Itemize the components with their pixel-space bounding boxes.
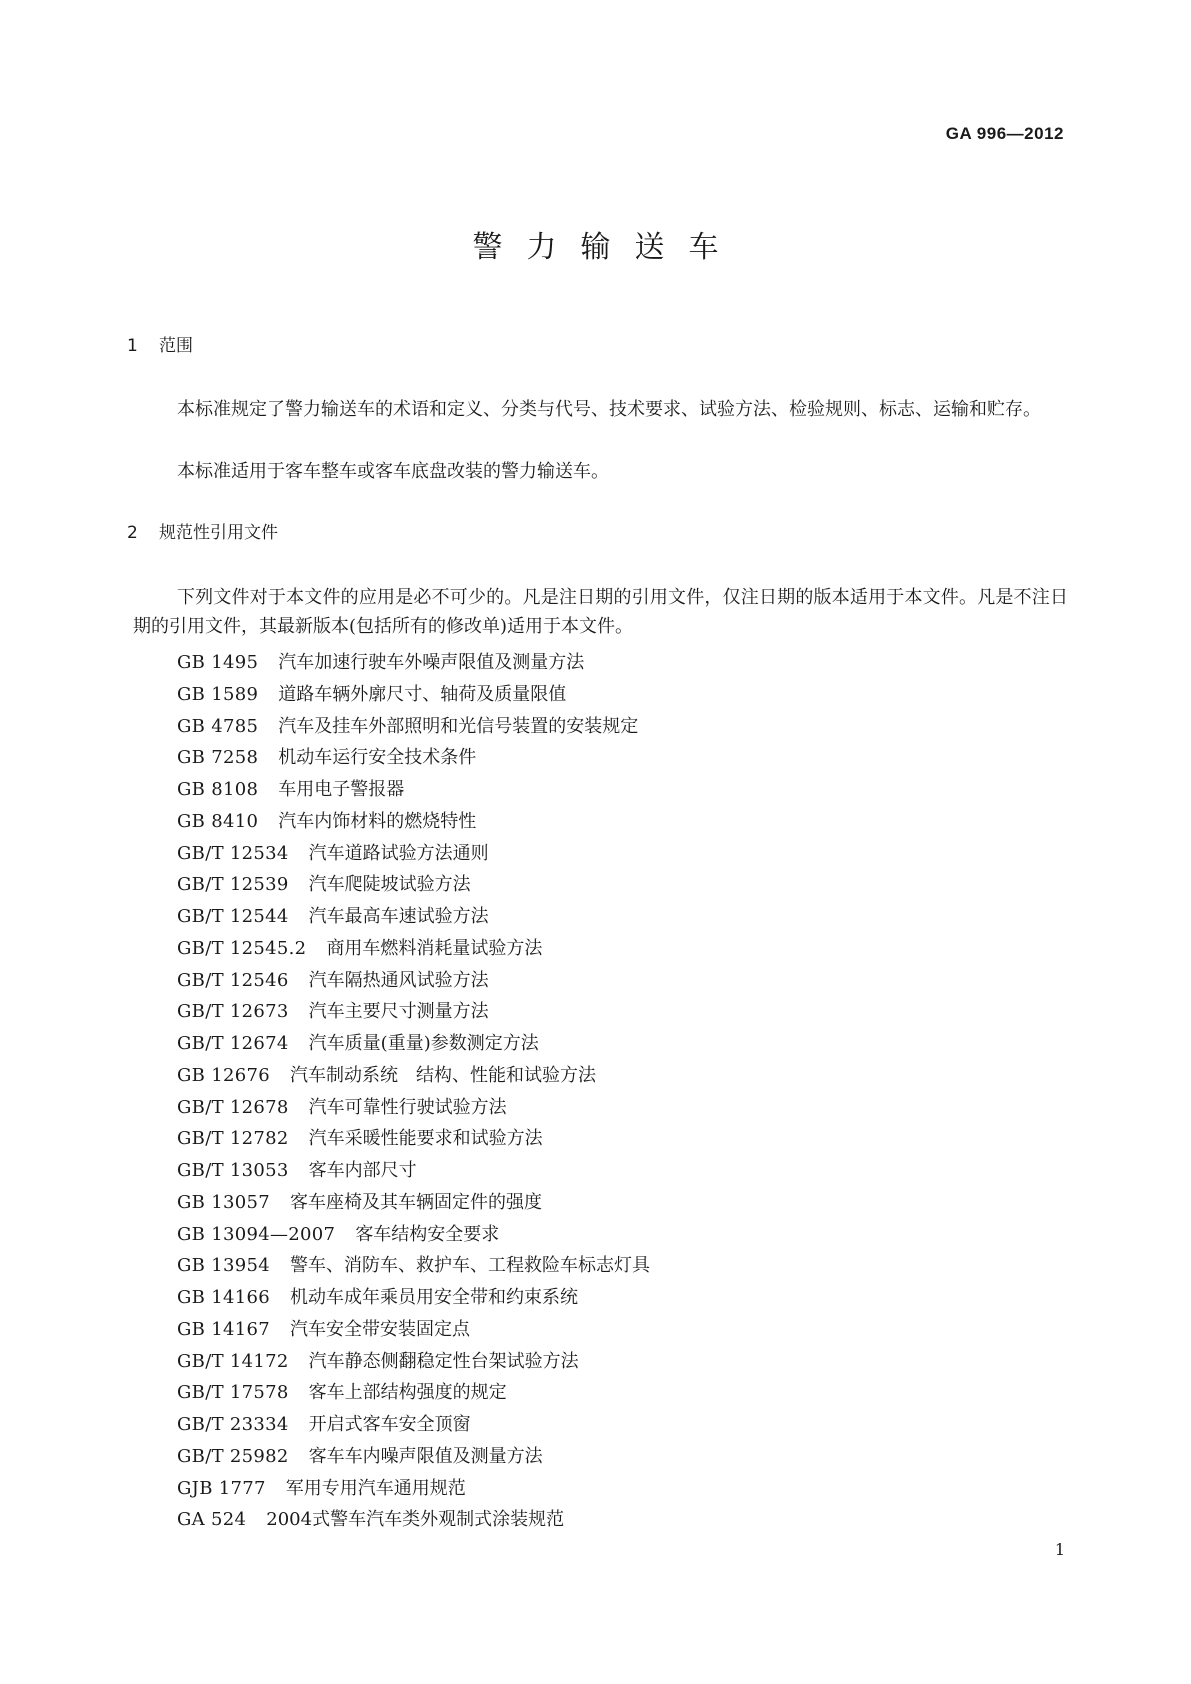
reference-code: GB 14166 <box>177 1287 270 1308</box>
reference-item <box>177 1155 650 1187</box>
reference-title: 汽车隔热通风试验方法 <box>308 969 489 991</box>
reference-code: GB/T 25982 <box>177 1445 289 1467</box>
reference-code: GB 13057 <box>177 1191 270 1213</box>
reference-item <box>177 1250 650 1282</box>
reference-title: 客车结构安全要求 <box>355 1223 500 1245</box>
reference-title: 汽车静态侧翻稳定性台架试验方法 <box>308 1350 579 1372</box>
reference-code: GB/T 12673 <box>177 1001 289 1023</box>
section-number: 1 <box>127 336 138 356</box>
reference-code: GB 1495 <box>177 652 259 673</box>
reference-code: GB/T 12674 <box>177 1033 289 1054</box>
section-heading-normative-references <box>127 521 278 545</box>
standard-code: GA 996—2012 <box>945 124 1064 143</box>
reference-item <box>177 1473 650 1505</box>
reference-item <box>177 996 650 1028</box>
reference-title: 汽车最高车速试验方法 <box>308 906 489 927</box>
reference-code: GB 13094—2007 <box>177 1223 336 1245</box>
reference-item <box>177 1346 650 1378</box>
reference-code: GJB 1777 <box>177 1477 266 1499</box>
section-title: 规范性引用文件 <box>159 523 278 543</box>
references-intro-paragraph: 下列文件对于本文件的应用是必不可少的。凡是注日期的引用文件，仅注日期的版本适用于本文件。凡是不注日期的引用文件，其最新版本(包括所有的修改单)适用于本文件。 <box>133 587 1068 637</box>
reference-title: 客车内部尺寸 <box>308 1160 417 1181</box>
reference-title: 汽车及挂车外部照明和光信号装置的安装规定 <box>278 715 639 737</box>
page-number: 1 <box>1054 1540 1065 1559</box>
reference-code: GB 14167 <box>177 1318 270 1340</box>
reference-title: 开启式客车安全顶窗 <box>308 1414 471 1435</box>
reference-item <box>177 1282 650 1314</box>
reference-code: GB/T 12546 <box>177 969 289 991</box>
reference-item <box>177 869 650 901</box>
reference-item <box>177 1441 650 1473</box>
document-title: 警力输送车 <box>472 230 743 265</box>
reference-item <box>177 1187 650 1219</box>
reference-code: GB 8410 <box>177 810 259 832</box>
reference-title: 汽车内饰材料的燃烧特性 <box>278 810 477 832</box>
reference-code: GB/T 13053 <box>177 1160 289 1181</box>
reference-code: GB 1589 <box>177 683 259 705</box>
reference-title: 机动车成年乘员用安全带和约束系统 <box>290 1287 578 1308</box>
reference-title: 汽车主要尺寸测量方法 <box>308 1001 489 1023</box>
reference-item <box>177 933 650 965</box>
section-number: 2 <box>127 523 138 543</box>
reference-code: GB/T 17578 <box>177 1382 289 1404</box>
reference-item <box>177 1092 650 1124</box>
section-heading-scope <box>127 334 193 358</box>
reference-item <box>177 901 650 933</box>
reference-code: GB 4785 <box>177 715 259 737</box>
reference-item <box>177 1409 650 1441</box>
reference-code: GB/T 14172 <box>177 1350 289 1372</box>
reference-title: 客车车内噪声限值及测量方法 <box>308 1445 543 1467</box>
reference-item <box>177 1504 650 1536</box>
reference-code: GB/T 12678 <box>177 1096 289 1118</box>
reference-item <box>177 647 650 679</box>
scope-paragraph: 本标准适用于客车整车或客车底盘改装的警力输送车。 <box>177 461 609 482</box>
reference-item <box>177 1123 650 1155</box>
section-title: 范围 <box>159 336 193 356</box>
reference-title: 客车座椅及其车辆固定件的强度 <box>290 1191 542 1213</box>
reference-title: 商用车燃料消耗量试验方法 <box>326 937 543 959</box>
reference-item <box>177 711 650 743</box>
reference-list <box>177 647 650 1536</box>
reference-item <box>177 838 650 870</box>
reference-item <box>177 679 650 711</box>
reference-title: 道路车辆外廓尺寸、轴荷及质量限值 <box>278 683 567 705</box>
reference-title: 汽车安全带安装固定点 <box>290 1318 470 1340</box>
reference-code: GA 524 <box>177 1509 247 1531</box>
reference-code: GB 12676 <box>177 1064 270 1086</box>
reference-code: GB/T 12545.2 <box>177 937 307 959</box>
reference-title: 警车、消防车、救护车、工程救险车标志灯具 <box>290 1255 650 1277</box>
reference-title: 客车上部结构强度的规定 <box>308 1382 507 1404</box>
reference-title: 汽车质量(重量)参数测定方法 <box>308 1033 539 1054</box>
reference-title: 汽车道路试验方法通则 <box>308 842 489 864</box>
reference-code: GB 7258 <box>177 747 259 769</box>
reference-title: 2004式警车汽车类外观制式涂装规范 <box>266 1509 565 1531</box>
reference-item <box>177 1314 650 1346</box>
reference-item <box>177 965 650 997</box>
reference-code: GB/T 12534 <box>177 842 289 864</box>
reference-title: 汽车可靠性行驶试验方法 <box>308 1096 507 1118</box>
reference-title: 机动车运行安全技术条件 <box>278 747 477 769</box>
reference-item <box>177 1219 650 1251</box>
reference-code: GB 8108 <box>177 779 259 800</box>
reference-item <box>177 1060 650 1092</box>
reference-title: 汽车爬陡坡试验方法 <box>308 874 471 896</box>
reference-title: 车用电子警报器 <box>278 779 405 800</box>
reference-code: GB/T 12782 <box>177 1128 289 1150</box>
reference-item <box>177 774 650 806</box>
reference-code: GB/T 23334 <box>177 1414 289 1435</box>
reference-code: GB 13954 <box>177 1255 270 1277</box>
reference-title: 汽车采暖性能要求和试验方法 <box>308 1128 543 1150</box>
reference-item <box>177 1028 650 1060</box>
reference-item <box>177 806 650 838</box>
reference-title: 军用专用汽车通用规范 <box>285 1477 466 1499</box>
reference-item <box>177 1377 650 1409</box>
scope-paragraph: 本标准规定了警力输送车的术语和定义、分类与代号、技术要求、试验方法、检验规则、标志、运输和贮存。 <box>177 399 1041 420</box>
reference-code: GB/T 12539 <box>177 874 289 896</box>
reference-title: 汽车制动系统 结构、性能和试验方法 <box>290 1064 596 1086</box>
reference-title: 汽车加速行驶车外噪声限值及测量方法 <box>278 652 585 673</box>
reference-item <box>177 742 650 774</box>
reference-code: GB/T 12544 <box>177 906 289 927</box>
